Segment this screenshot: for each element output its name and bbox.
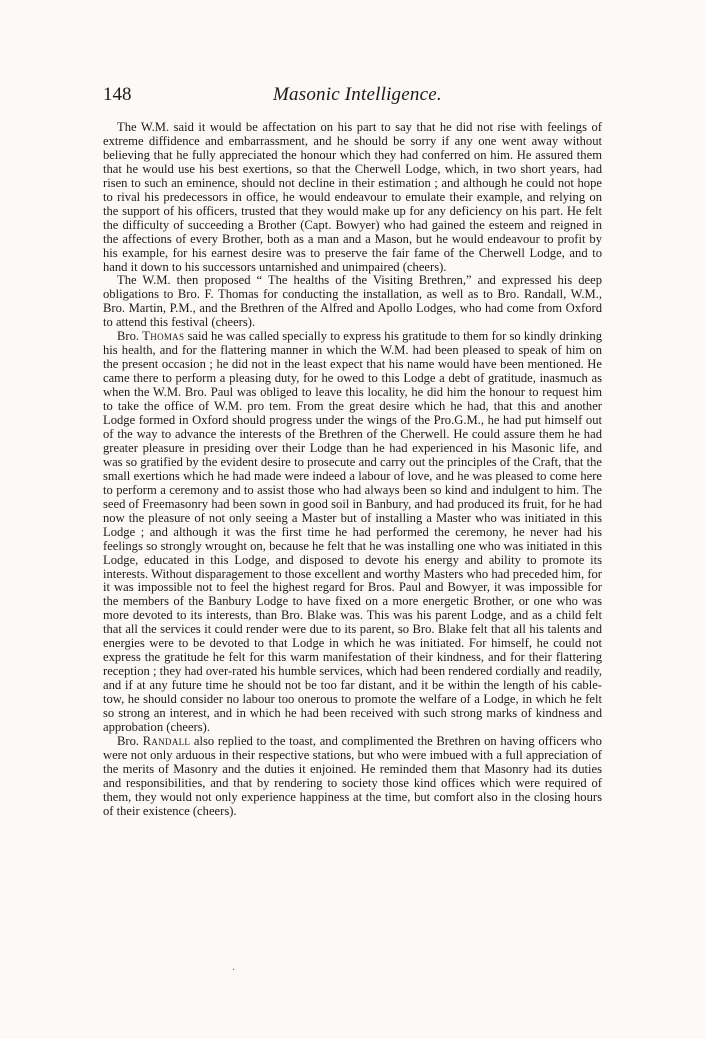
- paragraph-randall-reply: [103, 735, 602, 819]
- paragraph-text: The W.M. said it would be affectation on his part to say that he did not rise with feelings of extreme diffidence and embarrassment, and he should be sorry if any one went away without believing that he fully appreciated the honour which they had conferred on him. He assured them that he would use his best exertions, so that the Cherwell Lodge, which, in two short years, had risen to such an eminence, should not decline in their estimation ; and although he could not hope to rival his predecessors in office, he would endeavour to emulate their example, and relying on the support of his officers, trusted that they would make up for any deficiency on his part. He felt the difficulty of succeeding a Brother (Capt. Bowyer) who had gained the esteem and reigned in the affections of every Brother, both as a man and a Mason, but he would endeavour to profit by his example, for his earnest desire was to preserve the fair fame of the Cherwell Lodge, and to hand it down to his successors untarnished and unimpaired (cheers).: [103, 120, 602, 274]
- article-body: [103, 121, 602, 819]
- footer-mark: .: [232, 962, 236, 973]
- page-number: 148: [103, 84, 132, 105]
- paragraph-wm-toast: [103, 274, 602, 330]
- paragraph-text: The W.M. then proposed “ The healths of the Visiting Brethren,” and expressed his deep obligations to Bro. F. Thomas for conducting the installation, as well as to Bro. Randall, W.M., Bro. Martin, P.M., and the Brethren of the Alfred and Apollo Lodges, who had come from Oxford to attend this festival (cheers).: [103, 273, 602, 330]
- page-header: [103, 84, 603, 108]
- paragraph-text: also replied to the toast, and complimented the Brethren on having officers who were not only arduous in their respective stations, but who were imbued with a full appreciation of the merits of Masonry and the duties it enjoined. He reminded them that Masonry had its duties and responsibilities, and that by rendering to society those kind offices which were required of them, they would not only experience happiness at the time, but comfort also in the closing hours of their existence (cheers).: [103, 733, 602, 818]
- paragraph-thomas-reply: [103, 330, 602, 735]
- running-title: Masonic Intelligence.: [273, 84, 442, 105]
- paragraph-lead: Bro.: [117, 329, 140, 344]
- speaker-name: Randall: [142, 733, 191, 748]
- paragraph-wm-speech: [103, 121, 602, 274]
- paragraph-lead: Bro.: [117, 733, 140, 748]
- paragraph-text: said he was called specially to express his gratitude to them for so kindly drinking his health, and for the flattering manner in which the W.M. had been pleased to speak of him on the present occasion ; he did not in the least expect that his name would have been mentioned. He came there to perform a pleasing duty, for he owed to this Lodge a debt of gratitude, inasmuch as when the W.M. Bro. Paul was obliged to leave this locality, he did him the honour to request him to take the office of W.M. pro tem. From the great desire which he had, that this and another Lodge formed in Oxford should progress under the wings of the Pro.G.M., he had put himself out of the way to advance the interests of the Brethren of the Cherwell. He could assure them he had greater pleasure in presiding over their Lodge than he had experienced in his Masonic life, and was so gratified by the evident desire to prosecute and carry out the principles of the Craft, that the small exertions which he had made were indeed a labour of love, and he was pleased to come here to perform a ceremony and to assist those who had always been so kind and indulgent to him. The seed of Freemasonry had been sown in good soil in Banbury, and had produced its fruit, for he had now the pleasure of not only seeing a Master but of installing a Master who was initiated in this Lodge ; and although it was the first time he had performed the ceremony, he never had his feelings so strongly wrought on, because he felt that he was installing one who was initiated in this Lodge, educated in this Lodge, and disposed to devote his energy and ability to promote its interests. Without disparagement to those excellent and worthy Masters who had preceded him, for it was impossible not to feel the highest regard for Bros. Paul and Bowyer, it was impossible for the members of the Banbury Lodge to have fixed on a more energetic Brother, or one who was more devoted to its interests, than Bro. Blake was. This was his parent Lodge, and as a child felt that all the services it could render were due to its parent, so Bro. Blake felt that all his talents and energies were to be devoted to that Lodge in which he was initiated. For himself, he could not express the gratitude he felt for this warm manifestation of their kindness, and for their flattering reception ; they had over-rated his humble services, which had been rendered cordially and readily, and if at any future time he should not be too far distant, and it be within the length of his cable-tow, he should consider no labour too onerous to promote the welfare of a Lodge, in which he felt so strong an interest, and in which he had been received with such strong marks of kindness and approbation (cheers).: [103, 329, 603, 734]
- speaker-name: Thomas: [142, 329, 185, 344]
